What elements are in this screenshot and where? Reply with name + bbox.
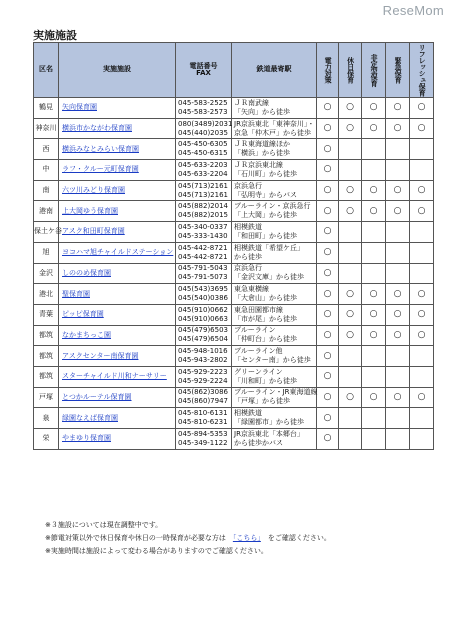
facility-link[interactable]: 聖保育園: [62, 289, 90, 298]
fax-number: 045-943-2802: [178, 356, 228, 365]
phone-cell: [176, 180, 232, 201]
empty-temporary: [362, 346, 386, 367]
mark-power: ○: [317, 284, 339, 305]
station-cell: [232, 242, 317, 263]
note-1: ※３施設については現在調整中です。: [45, 521, 163, 529]
mark-power: ○: [317, 366, 339, 387]
station-cell: [232, 98, 317, 119]
station-access: から徒歩: [234, 252, 262, 261]
mark-emergency: ○: [386, 201, 410, 222]
mark-holiday: ○: [339, 201, 362, 222]
ward-cell: 港南: [34, 201, 59, 222]
phone-cell: [176, 242, 232, 263]
table-row: [34, 408, 434, 429]
facility-link[interactable]: スターチャイルド川和ナーサリー: [62, 372, 167, 381]
station-cell: [232, 325, 317, 346]
empty-emergency: [386, 429, 410, 450]
fax-number: 045(713)2161: [178, 190, 228, 199]
empty-holiday: [339, 222, 362, 243]
ward-cell: 鶴見: [34, 98, 59, 119]
table-row: [34, 118, 434, 139]
mark-power: ○: [317, 408, 339, 429]
mark-temporary: ○: [362, 284, 386, 305]
empty-emergency: [386, 263, 410, 284]
phone-cell: [176, 98, 232, 119]
facility-cell: [59, 118, 176, 139]
station-cell: [232, 160, 317, 181]
empty-refresh: [410, 160, 434, 181]
col-phone: [176, 43, 232, 98]
empty-temporary: [362, 263, 386, 284]
mark-refresh: ○: [410, 98, 434, 119]
mark-power: ○: [317, 160, 339, 181]
mark-emergency: ○: [386, 284, 410, 305]
mark-temporary: ○: [362, 180, 386, 201]
fax-number: 045-583-2573: [178, 107, 228, 116]
facility-cell: [59, 180, 176, 201]
station-access: 「大倉山」から徒歩: [234, 294, 297, 303]
note-2: [45, 532, 331, 545]
ward-cell: 都筑: [34, 366, 59, 387]
col-temporary: 非定型保育: [362, 43, 386, 98]
table-row: [34, 139, 434, 160]
ward-cell: 西: [34, 139, 59, 160]
station-line: ブルーライン・京浜急行: [234, 202, 311, 211]
mark-power: ○: [317, 263, 339, 284]
mark-temporary: ○: [362, 118, 386, 139]
mark-refresh: ○: [410, 118, 434, 139]
station-line: ブルーライン・JR東海道線: [234, 388, 318, 397]
fax-number: 045-810-6231: [178, 418, 228, 427]
phone-number: 045(882)2014: [178, 202, 228, 211]
station-cell: [232, 284, 317, 305]
empty-emergency: [386, 160, 410, 181]
station-cell: [232, 366, 317, 387]
station-access: 「和田町」から徒歩: [234, 231, 297, 240]
mark-emergency: ○: [386, 304, 410, 325]
facility-link[interactable]: 矢向保育園: [62, 103, 97, 112]
empty-temporary: [362, 160, 386, 181]
station-access: 京急「仲木戸」から徒歩: [234, 128, 311, 137]
phone-number: 045-948-1016: [178, 347, 228, 356]
phone-number: 045(910)0662: [178, 305, 228, 314]
empty-holiday: [339, 408, 362, 429]
station-access: 「横浜」から徒歩: [234, 149, 290, 158]
col-station: 鉄道最寄駅: [232, 43, 317, 98]
phone-cell: [176, 304, 232, 325]
table-row: [34, 429, 434, 450]
mark-emergency: ○: [386, 180, 410, 201]
facility-cell: [59, 366, 176, 387]
station-cell: [232, 429, 317, 450]
mark-power: ○: [317, 242, 339, 263]
mark-power: ○: [317, 429, 339, 450]
mark-temporary: ○: [362, 201, 386, 222]
phone-cell: [176, 408, 232, 429]
mark-temporary: ○: [362, 387, 386, 408]
station-access: 「金沢文庫」から徒歩: [234, 273, 304, 282]
facility-link[interactable]: しののめ保育園: [62, 268, 111, 277]
facility-link[interactable]: 横浜市かながわ保育園: [62, 124, 132, 133]
notes: [45, 519, 331, 558]
facility-cell: [59, 242, 176, 263]
mark-emergency: ○: [386, 98, 410, 119]
mark-power: ○: [317, 222, 339, 243]
table-row: [34, 387, 434, 408]
station-access: 「仲町台」から徒歩: [234, 335, 297, 344]
phone-number: 045-810-6131: [178, 409, 228, 418]
empty-temporary: [362, 222, 386, 243]
ward-cell: 青葉: [34, 304, 59, 325]
station-access: 「石川町」から徒歩: [234, 169, 297, 178]
fax-number: 045-442-8721: [178, 252, 228, 261]
station-cell: [232, 180, 317, 201]
empty-emergency: [386, 242, 410, 263]
empty-holiday: [339, 346, 362, 367]
phone-cell: [176, 263, 232, 284]
station-line: グリーンライン: [234, 367, 283, 376]
station-cell: [232, 304, 317, 325]
phone-cell: [176, 139, 232, 160]
facility-link[interactable]: やまゆり保育園: [62, 434, 111, 443]
mark-emergency: ○: [386, 325, 410, 346]
fax-number: 045-349-1122: [178, 438, 228, 447]
station-line: ブルーライン他: [234, 347, 283, 356]
facility-link[interactable]: 六ツ川みどり保育園: [62, 186, 125, 195]
mark-power: ○: [317, 139, 339, 160]
table-row: [34, 346, 434, 367]
facility-link[interactable]: なかまちっこ園: [62, 330, 111, 339]
col-refresh: リフレッシュ保育: [410, 43, 434, 98]
col-facility: 実施施設: [59, 43, 176, 98]
mark-emergency: ○: [386, 387, 410, 408]
table-row: [34, 98, 434, 119]
mark-refresh: ○: [410, 387, 434, 408]
phone-number: 045-450-6305: [178, 140, 228, 149]
mark-temporary: ○: [362, 98, 386, 119]
mark-emergency: ○: [386, 118, 410, 139]
col-fax-label: FAX: [196, 69, 211, 77]
phone-cell: [176, 160, 232, 181]
phone-number: 045-340-0337: [178, 222, 228, 231]
ward-cell: 港北: [34, 284, 59, 305]
phone-number: 045(713)2161: [178, 181, 228, 190]
station-access: 「市が尾」から徒歩: [234, 314, 297, 323]
table-header-row: [34, 43, 434, 98]
facility-cell: [59, 408, 176, 429]
mark-refresh: ○: [410, 180, 434, 201]
station-line: 相模鉄道: [234, 409, 262, 418]
ward-cell: 保土ケ谷: [34, 222, 59, 243]
station-cell: [232, 222, 317, 243]
fax-number: 045(910)0663: [178, 314, 228, 323]
station-cell: [232, 139, 317, 160]
station-line: 京浜急行: [234, 264, 262, 273]
facility-link[interactable]: 上大岡ゆう保育園: [62, 206, 118, 215]
ward-cell: 中: [34, 160, 59, 181]
mark-refresh: ○: [410, 201, 434, 222]
mark-power: ○: [317, 201, 339, 222]
table-row: [34, 222, 434, 243]
phone-cell: [176, 284, 232, 305]
station-access: 「緑園都市」から徒歩: [234, 418, 304, 427]
col-phone-label: 電話番号: [189, 61, 218, 70]
station-cell: [232, 118, 317, 139]
empty-holiday: [339, 429, 362, 450]
phone-cell: [176, 222, 232, 243]
empty-emergency: [386, 366, 410, 387]
station-access: 「センター南」から徒歩: [234, 356, 311, 365]
empty-emergency: [386, 408, 410, 429]
table-row: [34, 201, 434, 222]
facility-cell: [59, 139, 176, 160]
facility-link[interactable]: ラフ・クルー元町保育園: [62, 165, 139, 174]
mark-power: ○: [317, 304, 339, 325]
empty-refresh: [410, 408, 434, 429]
mark-power: ○: [317, 180, 339, 201]
facility-link[interactable]: ヨコハマ旭チャイルドステーション: [62, 248, 174, 257]
station-access: から徒歩かバス: [234, 438, 283, 447]
facility-link[interactable]: ピッピ保育園: [62, 310, 104, 319]
empty-emergency: [386, 346, 410, 367]
mark-holiday: ○: [339, 98, 362, 119]
empty-refresh: [410, 222, 434, 243]
facility-link[interactable]: 横浜みなとみらい保育園: [62, 144, 139, 153]
mark-power: ○: [317, 98, 339, 119]
facility-cell: [59, 346, 176, 367]
mark-refresh: ○: [410, 325, 434, 346]
station-line: 相模鉄道「希望ケ丘」: [234, 243, 304, 252]
ward-cell: 金沢: [34, 263, 59, 284]
empty-temporary: [362, 366, 386, 387]
mark-power: ○: [317, 325, 339, 346]
station-line: JR京浜東北「本郷台」: [234, 429, 304, 438]
mark-temporary: ○: [362, 304, 386, 325]
station-cell: [232, 346, 317, 367]
phone-number: 080(3489)2031: [178, 119, 233, 128]
empty-holiday: [339, 366, 362, 387]
phone-number: 045(543)3695: [178, 285, 228, 294]
station-line: ＪＲ京浜東北線: [234, 160, 283, 169]
facility-cell: [59, 429, 176, 450]
note-2-suffix: をご確認ください。: [267, 534, 331, 542]
station-cell: [232, 201, 317, 222]
fax-number: 045(479)6504: [178, 335, 228, 344]
phone-number: 045(479)6503: [178, 326, 228, 335]
ward-cell: 都筑: [34, 325, 59, 346]
phone-number: 045-633-2203: [178, 160, 228, 169]
facility-cell: [59, 263, 176, 284]
empty-emergency: [386, 222, 410, 243]
ward-cell: 都筑: [34, 346, 59, 367]
phone-cell: [176, 366, 232, 387]
fax-number: 045(440)2035: [178, 128, 228, 137]
ward-cell: 神奈川: [34, 118, 59, 139]
station-line: ブルーライン: [234, 326, 276, 335]
facility-cell: [59, 222, 176, 243]
facility-cell: [59, 284, 176, 305]
mark-holiday: ○: [339, 325, 362, 346]
station-cell: [232, 387, 317, 408]
table-row: [34, 180, 434, 201]
phone-cell: [176, 201, 232, 222]
table-row: [34, 366, 434, 387]
empty-refresh: [410, 139, 434, 160]
station-line: 東急田園都市線: [234, 305, 283, 314]
table-row: [34, 304, 434, 325]
ward-cell: 泉: [34, 408, 59, 429]
facility-link[interactable]: とつかルーテル保育園: [62, 392, 132, 401]
station-line: 京浜急行: [234, 181, 262, 190]
facility-cell: [59, 325, 176, 346]
facility-cell: [59, 387, 176, 408]
empty-temporary: [362, 139, 386, 160]
table-row: [34, 325, 434, 346]
facility-table: [33, 42, 434, 450]
station-line: ＪＲ東海道線ほか: [234, 140, 290, 149]
ward-cell: 栄: [34, 429, 59, 450]
phone-number: 045-791-5043: [178, 264, 228, 273]
phone-number: 045(862)3086: [178, 388, 228, 397]
facility-cell: [59, 160, 176, 181]
phone-number: 045-442-8721: [178, 243, 228, 252]
fax-number: 045-333-1430: [178, 231, 228, 240]
phone-number: 045-929-2223: [178, 367, 228, 376]
table-body: [34, 98, 434, 450]
mark-refresh: ○: [410, 304, 434, 325]
fax-number: 045(882)2015: [178, 211, 228, 220]
empty-refresh: [410, 242, 434, 263]
station-line: 相模鉄道: [234, 222, 262, 231]
table-row: [34, 284, 434, 305]
fax-number: 045(540)0386: [178, 294, 228, 303]
col-holiday: 休日保育: [339, 43, 362, 98]
empty-holiday: [339, 160, 362, 181]
note-2-text: ※節電対策以外で休日保育や休日の一時保育が必要な方は: [45, 534, 226, 542]
station-access: 「川和町」から徒歩: [234, 376, 297, 385]
phone-number: 045-894-5353: [178, 429, 228, 438]
station-line: JR京浜東北「東神奈川」・: [234, 119, 315, 128]
facility-cell: [59, 201, 176, 222]
phone-cell: [176, 346, 232, 367]
mark-holiday: ○: [339, 180, 362, 201]
empty-holiday: [339, 263, 362, 284]
station-cell: [232, 408, 317, 429]
empty-refresh: [410, 429, 434, 450]
mark-holiday: ○: [339, 284, 362, 305]
facility-link[interactable]: 緑園なえば保育園: [62, 413, 118, 422]
col-emergency: 緊急保育: [386, 43, 410, 98]
table-row: [34, 160, 434, 181]
note-3: ※実施時間は施設によって変わる場合がありますのでご確認ください。: [45, 547, 268, 555]
empty-refresh: [410, 346, 434, 367]
table-row: [34, 263, 434, 284]
phone-cell: [176, 118, 232, 139]
resemom-logo: ReseMom: [382, 3, 444, 18]
station-access: 「矢向」から徒歩: [234, 107, 290, 116]
mark-holiday: ○: [339, 387, 362, 408]
facility-cell: [59, 304, 176, 325]
table-row: [34, 242, 434, 263]
mark-power: ○: [317, 346, 339, 367]
facility-link[interactable]: アスクセンター南保育園: [62, 351, 139, 360]
phone-cell: [176, 387, 232, 408]
phone-number: 045-583-2525: [178, 98, 228, 107]
phone-cell: [176, 429, 232, 450]
fax-number: 045-633-2204: [178, 169, 228, 178]
empty-emergency: [386, 139, 410, 160]
empty-holiday: [339, 242, 362, 263]
station-cell: [232, 263, 317, 284]
mark-holiday: ○: [339, 304, 362, 325]
mark-holiday: ○: [339, 118, 362, 139]
mark-refresh: ○: [410, 284, 434, 305]
col-power: 電力対策: [317, 43, 339, 98]
empty-holiday: [339, 139, 362, 160]
station-access: 「上大岡」から徒歩: [234, 211, 297, 220]
facility-link[interactable]: アスク和田町保育園: [62, 227, 125, 236]
ward-cell: 戸塚: [34, 387, 59, 408]
station-line: ＪＲ南武線: [234, 98, 269, 107]
facility-cell: [59, 98, 176, 119]
fax-number: 045-450-6315: [178, 149, 228, 158]
empty-temporary: [362, 408, 386, 429]
station-line: 東急東横線: [234, 285, 269, 294]
fax-number: 045-791-5073: [178, 273, 228, 282]
mark-power: ○: [317, 118, 339, 139]
empty-temporary: [362, 429, 386, 450]
mark-temporary: ○: [362, 325, 386, 346]
fax-number: 045-929-2224: [178, 376, 228, 385]
kochira-link[interactable]: 「こちら」: [232, 534, 261, 542]
col-ward: 区名: [34, 43, 59, 98]
empty-temporary: [362, 242, 386, 263]
station-access: 「弘明寺」からバス: [234, 190, 297, 199]
mark-power: ○: [317, 387, 339, 408]
phone-cell: [176, 325, 232, 346]
section-heading: 実施施設: [33, 29, 77, 42]
empty-refresh: [410, 263, 434, 284]
fax-number: 045(860)7947: [178, 397, 228, 406]
station-access: 「戸塚」から徒歩: [234, 397, 290, 406]
ward-cell: 旭: [34, 242, 59, 263]
empty-refresh: [410, 366, 434, 387]
ward-cell: 南: [34, 180, 59, 201]
